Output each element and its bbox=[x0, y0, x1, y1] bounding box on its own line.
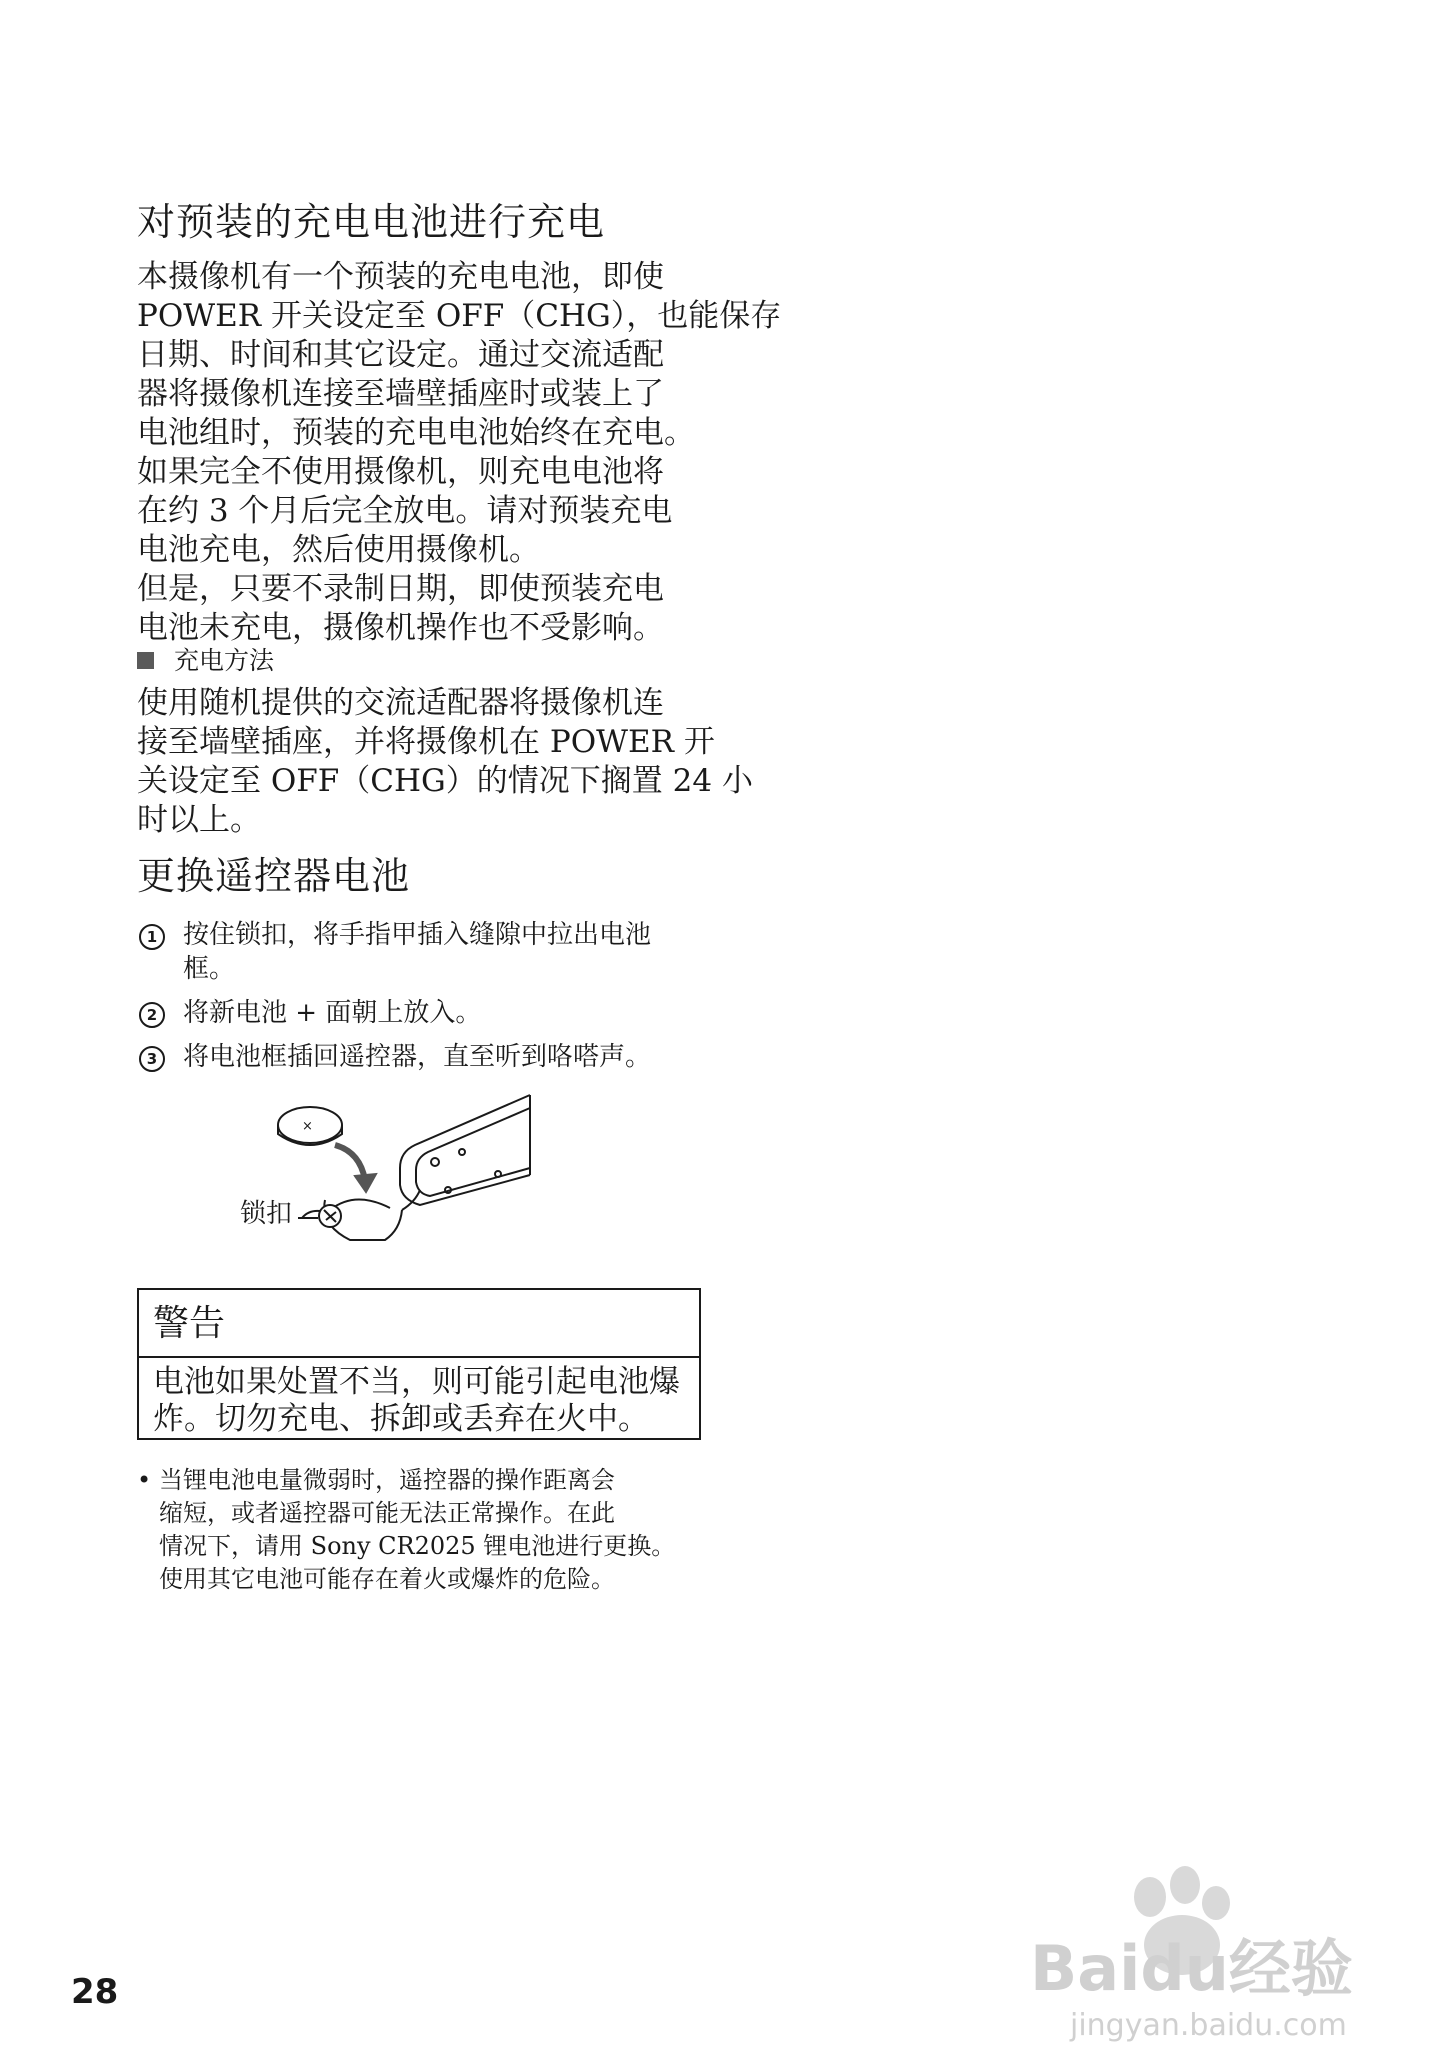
paragraph-line: 电池充电，然后使用摄像机。 bbox=[137, 532, 540, 568]
remote-battery-illustration bbox=[230, 1090, 560, 1270]
step-item bbox=[137, 996, 717, 1030]
svg-text:×: × bbox=[302, 1119, 313, 1134]
paragraph-line: 关设定至 OFF（CHG）的情况下搁置 24 小 bbox=[137, 763, 753, 799]
step-line: 框。 bbox=[183, 954, 236, 984]
paragraph-line: 如果完全不使用摄像机，则充电电池将 bbox=[137, 454, 664, 490]
lock-latch-label: 锁扣 bbox=[240, 1198, 298, 1230]
note-line: 缩短，或者遥控器可能无法正常操作。在此 bbox=[159, 1499, 615, 1527]
warning-title: 警告 bbox=[153, 1303, 226, 1344]
paragraph-line: 电池未充电，摄像机操作也不受影响。 bbox=[137, 610, 664, 646]
page-number: 28 bbox=[71, 1972, 119, 2012]
warning-box bbox=[137, 1288, 701, 1440]
paragraph-line: 器将摄像机连接至墙壁插座时或装上了 bbox=[137, 376, 664, 412]
step-number-circle: 1 bbox=[139, 924, 165, 950]
steps-list bbox=[137, 918, 717, 1084]
lithium-battery-note bbox=[137, 1464, 717, 1596]
step-line: 将新电池 + 面朝上放入。 bbox=[183, 998, 482, 1028]
warning-text bbox=[153, 1364, 680, 1438]
step-number-circle: 2 bbox=[139, 1002, 165, 1028]
note-line: 情况下，请用 Sony CR2025 锂电池进行更换。 bbox=[159, 1532, 676, 1560]
paragraph-backup-battery bbox=[137, 258, 782, 648]
note-line: 使用其它电池可能存在着火或爆炸的危险。 bbox=[159, 1565, 615, 1593]
warning-line: 电池如果处置不当，则可能引起电池爆 bbox=[153, 1364, 680, 1400]
subheading-charging-method bbox=[137, 646, 274, 676]
subheading-label: 充电方法 bbox=[174, 646, 275, 675]
step-number-circle: 3 bbox=[139, 1046, 165, 1072]
paragraph-line: 本摄像机有一个预装的充电电池，即使 bbox=[137, 259, 664, 295]
paragraph-line: 日期、时间和其它设定。通过交流适配 bbox=[137, 337, 664, 373]
warning-line: 炸。切勿充电、拆卸或丢弃在火中。 bbox=[153, 1401, 649, 1437]
step-item bbox=[137, 918, 717, 986]
step-line: 按住锁扣，将手指甲插入缝隙中拉出电池 bbox=[183, 920, 652, 950]
step-line: 将电池框插回遥控器，直至听到咯嗒声。 bbox=[183, 1042, 652, 1072]
paragraph-line: 接至墙壁插座，并将摄像机在 POWER 开 bbox=[137, 724, 715, 760]
watermark-url: jingyan.baidu.com bbox=[1070, 2008, 1347, 2043]
section-heading-charge-backup-battery: 对预装的充电电池进行充电 bbox=[137, 200, 606, 244]
section-heading-replace-remote-battery: 更换遥控器电池 bbox=[137, 854, 411, 898]
baidu-jingyan-watermark bbox=[1030, 1855, 1375, 2045]
paragraph-charging-method bbox=[137, 684, 753, 840]
paragraph-line: POWER 开关设定至 OFF（CHG），也能保存 bbox=[137, 298, 782, 334]
note-line: 当锂电池电量微弱时，遥控器的操作距离会 bbox=[159, 1466, 615, 1494]
paragraph-line: 在约 3 个月后完全放电。请对预装充电 bbox=[137, 493, 673, 529]
paragraph-line: 时以上。 bbox=[137, 802, 261, 838]
step-item bbox=[137, 1040, 717, 1074]
paragraph-line: 但是，只要不录制日期，即使预装充电 bbox=[137, 571, 664, 607]
paragraph-line: 使用随机提供的交流适配器将摄像机连 bbox=[137, 685, 664, 721]
paragraph-line: 电池组时，预装的充电电池始终在充电。 bbox=[137, 415, 695, 451]
warning-divider bbox=[139, 1356, 699, 1358]
square-bullet-icon bbox=[137, 652, 154, 669]
watermark-brand: Baidu经验 bbox=[1030, 1932, 1353, 2005]
bullet-icon: • bbox=[137, 1466, 152, 1494]
